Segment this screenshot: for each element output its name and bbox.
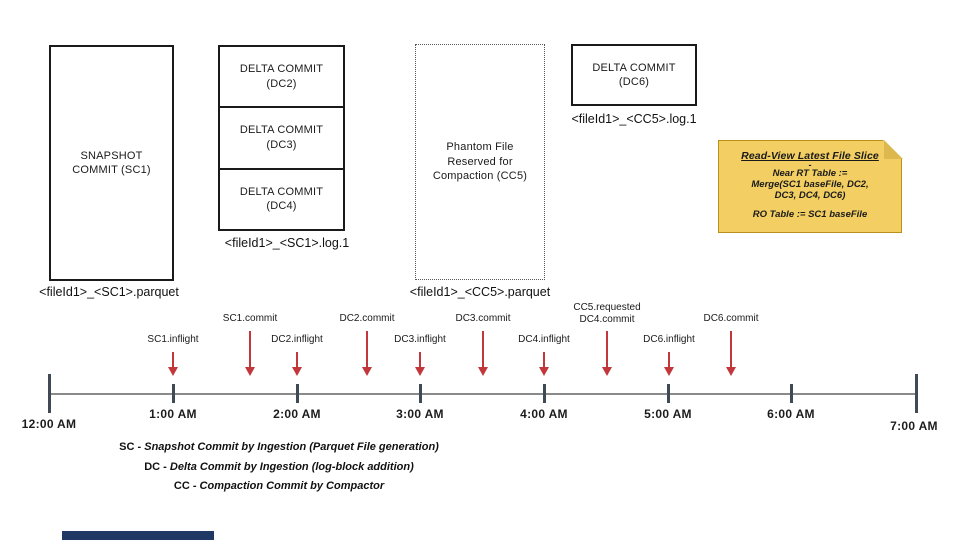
dc2-commit-arrow [362,331,372,376]
legend-cc-prefix: CC - [173,480,197,492]
phantom-file-line1: Phantom File [446,141,514,154]
note-near-rt-line3: DC3, DC4, DC6) [774,190,846,201]
sticky-note [718,140,902,233]
legend-sc-prefix: SC - [119,441,142,453]
legend-dc-prefix: DC - [144,461,167,473]
sc1-inflight-label: SC1.inflight [147,334,199,345]
phantom-file-line3: Compaction (CC5) [432,170,528,183]
legend-line-dc [144,461,414,473]
dc6-commit-arrow [726,331,736,376]
timeline-tick-4am [543,384,546,403]
delta-commit-stack [218,45,345,231]
dc3-inflight-label: DC3.inflight [394,334,446,345]
note-near-rt-line1: Near RT Table := [772,168,848,179]
note-ro-table-line: RO Table := SC1 baseFile [752,209,868,220]
sc1-inflight-arrow [168,352,178,376]
dc2-commit-label: DC2.commit [339,313,395,324]
time-label-12am: 12:00 AM [21,417,77,431]
dc6-inflight-arrow [664,352,674,376]
legend-line-sc [119,441,439,453]
dc6-inflight-label: DC6.inflight [643,334,695,345]
note-near-rt-line2: Merge(SC1 baseFile, DC2, [751,179,869,190]
timeline-tick-6am [790,384,793,403]
timeline-tick-2am [296,384,299,403]
delta-commit-dc4-line2: (DC4) [266,200,297,213]
time-label-1am: 1:00 AM [149,407,197,421]
cc5-dc4-commit-arrow [602,331,612,376]
snapshot-commit-box [49,45,174,281]
arrowhead-icon [602,367,612,376]
snapshot-commit-label-line1: SNAPSHOT [80,149,143,162]
snapshot-commit-label-line2: COMMIT (SC1) [72,164,151,176]
delta-commit-dc3-line1: DELTA COMMIT [239,124,324,137]
dc3-commit-label: DC3.commit [455,313,511,324]
note-title: Read-View Latest File Slice [741,150,879,162]
arrowhead-icon [415,367,425,376]
delta-commit-dc6-line1: DELTA COMMIT [592,61,676,74]
arrowhead-icon [245,367,255,376]
dc6-commit-label: DC6.commit [703,313,759,324]
delta-commit-dc2-line2: (DC2) [266,77,297,90]
bottom-accent-bar [62,531,214,540]
timeline-tick-5am [667,384,670,403]
arrowhead-icon [664,367,674,376]
dc3-commit-arrow [478,331,488,376]
note-dash: - [808,160,812,170]
timeline-tick-1am [172,384,175,403]
phantom-file-line2: Reserved for [447,155,513,168]
delta-commit-dc6-line2: (DC6) [618,76,650,88]
arrowhead-icon [168,367,178,376]
timeline-axis [49,393,917,395]
sc1-commit-arrow [245,331,255,376]
time-label-7am: 7:00 AM [890,419,938,433]
delta-commit-cell-dc4 [220,168,343,229]
arrowhead-icon [292,367,302,376]
time-label-4am: 4:00 AM [520,407,568,421]
arrowhead-icon [726,367,736,376]
cc5-dc4-commit-label [573,302,640,326]
legend-sc-text: Snapshot Commit by Ingestion (Parquet File generation) [144,441,439,453]
time-label-6am: 6:00 AM [767,407,815,421]
arrowhead-icon [478,367,488,376]
legend-line-cc [174,480,384,492]
timeline-end-tick-left [48,374,51,413]
dc4-inflight-arrow [539,352,549,376]
legend-cc-text: Compaction Commit by Compactor [199,480,385,492]
dc4-commit-label: DC4.commit [579,314,635,325]
legend-dc-text: Delta Commit by Ingestion (log-block addition) [169,461,414,473]
delta-commit-dc2-line1: DELTA COMMIT [239,63,324,76]
dc6-log-file-label: <fileId1>_<CC5>.log.1 [571,112,697,126]
phantom-parquet-file-label: <fileId1>_<CC5>.parquet [409,285,551,299]
dc4-inflight-label: DC4.inflight [518,334,570,345]
delta-commit-dc3-line2: (DC3) [266,138,297,151]
timeline-end-tick-right [915,374,918,413]
sc1-commit-label: SC1.commit [222,313,278,324]
arrowhead-icon [362,367,372,376]
dc3-inflight-arrow [415,352,425,376]
phantom-file-box [415,44,545,280]
delta-commit-cell-dc2 [220,47,343,106]
delta-commit-dc6-box [571,44,697,106]
time-label-3am: 3:00 AM [396,407,444,421]
snapshot-parquet-file-label: <fileId1>_<SC1>.parquet [39,285,179,299]
cc5-requested-label: CC5.requested [573,302,641,313]
dc2-inflight-label: DC2.inflight [271,334,323,345]
time-label-2am: 2:00 AM [273,407,321,421]
delta-log-file-label: <fileId1>_<SC1>.log.1 [224,236,350,250]
delta-commit-cell-dc3 [220,106,343,167]
timeline-tick-3am [419,384,422,403]
time-label-5am: 5:00 AM [644,407,692,421]
dc2-inflight-arrow [292,352,302,376]
arrowhead-icon [539,367,549,376]
delta-commit-dc4-line1: DELTA COMMIT [239,185,324,198]
